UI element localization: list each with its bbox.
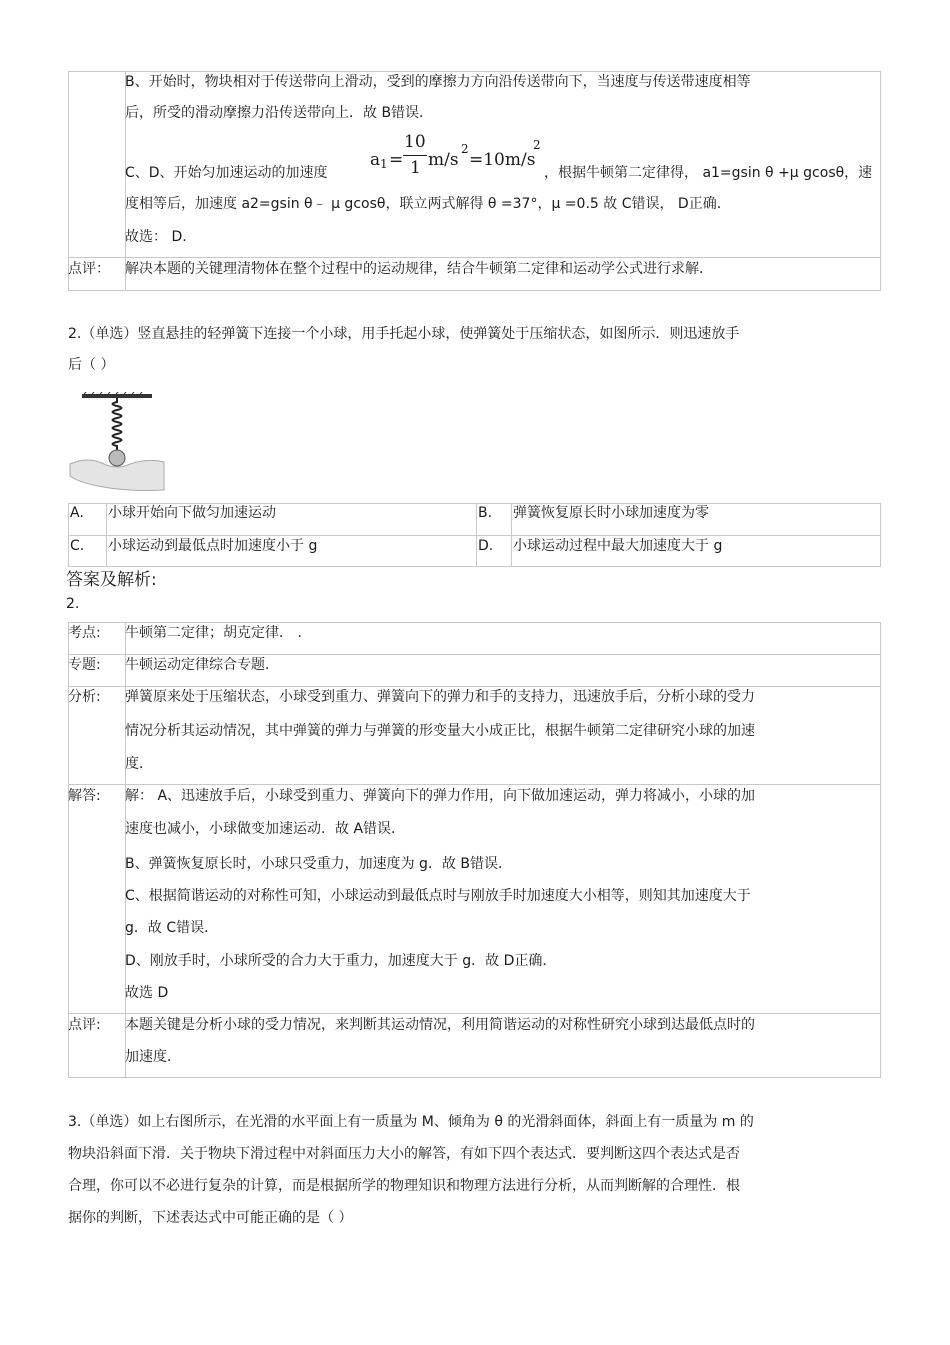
fenxi-line: 情况分析其运动情况，其中弹簧的弹力与弹簧的形变量大小成正比，根据牛顿第二定律研究小球的加速: [125, 723, 755, 739]
q3-stem-line: 3.（单选）如上右图所示，在光滑的水平面上有一质量为 M、倾角为 θ 的光滑斜面体，斜面上有一质量为 m 的: [68, 1114, 754, 1130]
q1-option-b-line2: 后，所受的滑动摩擦力沿传送带向上．故 B错误．: [125, 105, 434, 121]
spring-coil: [113, 398, 122, 450]
zhuanti-text: 牛顿运动定律综合专题．: [125, 657, 279, 673]
dianping-line: 加速度．: [125, 1049, 181, 1065]
q2-number: 2.: [66, 596, 80, 612]
q2-row-line-3: [68, 784, 881, 785]
dianping-label: 点评:: [68, 1017, 101, 1033]
fenxi-label: 分析:: [68, 689, 101, 705]
q2-option-c-text: 小球运动到最低点时加速度小于 g: [108, 538, 318, 554]
formula-superscript-1: 2: [461, 142, 469, 156]
q2-stem-line2: 后（ ）: [68, 357, 115, 373]
q3-stem-line: 合理，你可以不必进行复杂的计算，而是根据所学的物理知识和物理方法进行分析，从而判断解的合理性．根: [68, 1178, 740, 1194]
q3-stem-line: 物块沿斜面下滑．关于物块下滑过程中对斜面压力大小的解答，有如下四个表达式．要判断这四个表达式是否: [68, 1146, 740, 1162]
jieda-line: 故选 D: [125, 985, 169, 1001]
q2-option-a-key: A.: [70, 505, 84, 521]
q2-stem-line1: 2.（单选）竖直悬挂的轻弹簧下连接一个小球，用手托起小球，使弹簧处于压缩状态，如图所示．则迅速放手: [68, 326, 740, 342]
fenxi-line: 度．: [125, 756, 153, 772]
q2-row-line-4: [68, 1013, 881, 1014]
q2-options-col-line-2: [476, 503, 477, 567]
q2-options-col-line-3: [511, 503, 512, 567]
jieda-line: B、弹簧恢复原长时，小球只受重力，加速度为 g．故 B错误．: [125, 856, 512, 872]
answer-heading: 答案及解析:: [66, 570, 157, 590]
jieda-line: 解： A、迅速放手后，小球受到重力、弹簧向下的弹力作用，向下做加速运动，弹力将减小，小球的加: [125, 788, 756, 804]
q1-acceleration-formula: [370, 132, 545, 188]
q1-option-cd-line2: 度相等后，加速度 a2=gsin θ﹣ μ gcosθ，联立两式解得 θ =37°，μ =0.5 故 C错误， D正确．: [125, 196, 731, 212]
q2-option-b-text: 弹簧恢复原长时小球加速度为零: [513, 505, 709, 521]
q1-option-b-line1: B、开始时，物块相对于传送带向上滑动，受到的摩擦力方向沿传送带向下，当速度与传送带速度相等: [125, 74, 751, 90]
formula-fraction-bar: [403, 155, 427, 156]
ball: [109, 450, 125, 466]
formula-superscript-2: 2: [533, 138, 541, 152]
kaodian-text: 牛顿第二定律；胡克定律． .: [125, 625, 302, 641]
q1-comment-text: 解决本题的关键理清物体在整个过程中的运动规律，结合牛顿第二定律和运动学公式进行求解．: [125, 261, 713, 277]
jieda-line: D、刚放手时，小球所受的合力大于重力，加速度大于 g．故 D正确．: [125, 953, 557, 969]
fenxi-line: 弹簧原来处于压缩状态，小球受到重力、弹簧向下的弹力和手的支持力，迅速放手后，分析小球的受力: [125, 689, 755, 705]
q1-option-cd-suffix: ，根据牛顿第二定律得， a1=gsin θ +μ gcosθ，速: [544, 165, 873, 181]
q1-answer: 故选： D.: [125, 229, 187, 245]
q2-option-d-key: D.: [478, 538, 494, 554]
formula-subscript: 1: [380, 157, 388, 171]
q2-option-c-key: C.: [70, 538, 85, 554]
kaodian-label: 考点:: [68, 625, 101, 641]
formula-unit-1: m/s: [428, 150, 459, 170]
jieda-line: 速度也减小，小球做变加速运动．故 A错误．: [125, 821, 406, 837]
jieda-line: C、根据简谐运动的对称性可知，小球运动到最低点时与刚放手时加速度大小相等，则知其加速度大于: [125, 888, 751, 904]
formula-numerator: 10: [404, 132, 426, 152]
q2-options-col-line-1: [106, 503, 107, 567]
q1-comment-label: 点评：: [68, 261, 110, 277]
jieda-label: 解答:: [68, 788, 101, 804]
q2-option-d-text: 小球运动过程中最大加速度大于 g: [513, 538, 723, 554]
jieda-line: g．故 C错误．: [125, 920, 219, 936]
zhuanti-label: 专题:: [68, 657, 101, 673]
q3-stem-line: 据你的判断，下述表达式中可能正确的是（ ）: [68, 1210, 353, 1226]
formula-result: =10m/s: [469, 150, 536, 170]
spring-ball-hand-illustration: [68, 392, 168, 492]
q1-option-cd-prefix: C、D、开始匀加速运动的加速度: [125, 165, 328, 181]
formula-equals: =: [389, 150, 404, 170]
dianping-line: 本题关键是分析小球的受力情况，来判断其运动情况，利用简谐运动的对称性研究小球到达最低点时的: [125, 1017, 755, 1033]
q2-option-b-key: B.: [478, 505, 493, 521]
formula-denominator: 1: [410, 158, 421, 178]
q2-option-a-text: 小球开始向下做匀加速运动: [108, 505, 276, 521]
ceiling-hatching: [84, 392, 144, 394]
formula-a: a: [370, 150, 381, 170]
ceiling-bar: [82, 394, 152, 398]
q1-table-row-line: [68, 257, 881, 258]
